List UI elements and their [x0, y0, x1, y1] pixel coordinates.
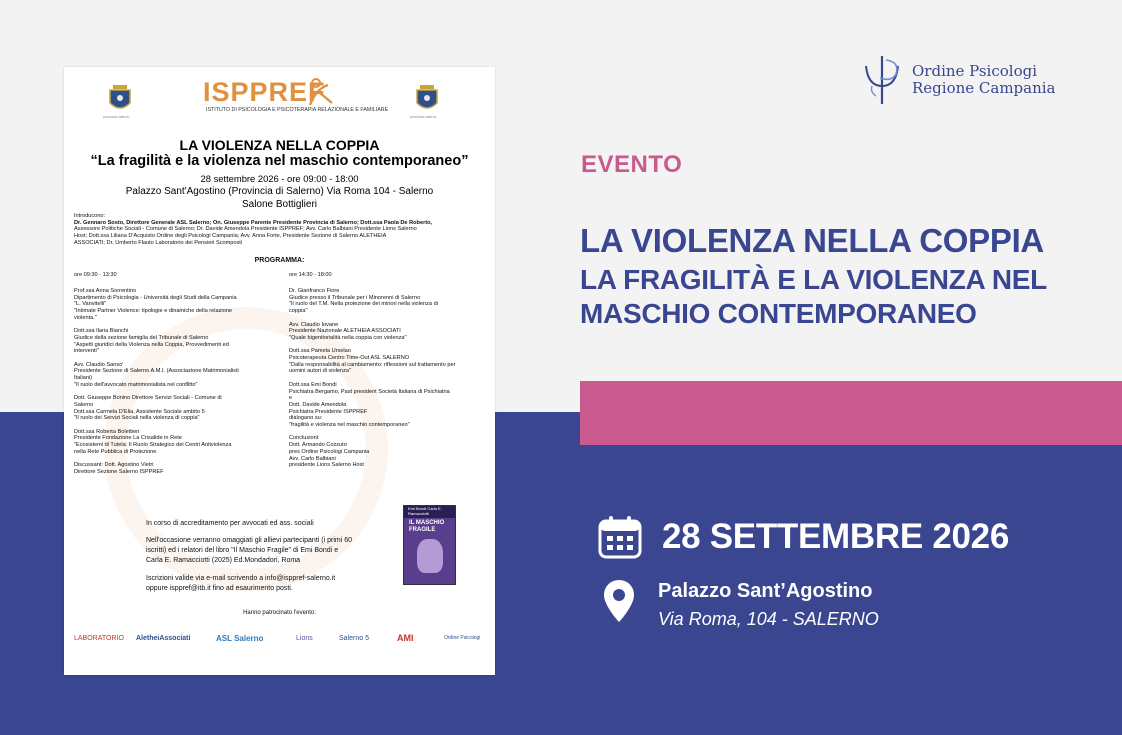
- program-line: pres Ordine Psicologi Campania: [289, 448, 370, 455]
- program-line: "fragilità e violenza nel maschio contemporaneo": [289, 422, 410, 429]
- program-line: Italiani): [74, 375, 93, 382]
- program-line: Dott. Armando Cozzuto: [289, 442, 347, 449]
- program-line: Avv. Claudio Sanso': [74, 361, 124, 368]
- program-line: Salerno: [74, 401, 94, 408]
- program-line: Prof.ssa Anna Sorrentino: [74, 288, 137, 294]
- programma-label: PROGRAMMA:: [254, 257, 305, 264]
- isppref-logo: ISPPREF: [203, 77, 326, 107]
- program-line: [289, 375, 489, 382]
- patron-lions: Lions: [296, 634, 313, 642]
- program-line: [74, 422, 282, 429]
- map-pin-icon: [602, 578, 636, 624]
- book-head-icon: [417, 539, 443, 573]
- program-right-column: [289, 288, 489, 469]
- program-line: Presidente Fondazione La Crisalide in Rete: [74, 435, 182, 442]
- program-line: uomini autori di violenza": [289, 368, 351, 375]
- patron-ordine-psicologi: Ordine Psicologi: [444, 635, 481, 641]
- program-line: Psicoterapeuta Centro Time-Out ASL SALERNO: [289, 355, 410, 361]
- flyer-intro: Introducono: Dr. Gennaro Sosto, Direttore Generale ASL Salerno; On. Giuseppe Parente Presidente Provincia di Salerno; Dott.ssa Paola De Roberto, Assessore Politiche Sociali - Comune di Salerno; Dr. Davide Amendola Presidente ISPPREF; Avv. Carlo Balbiani Presidente Lions Salerno Host; Dott.ssa Liliana D'Acquisto Ordine degli Psicologi Campania; Avv. Anna Forte, Presidente Sezione di Salerno ALETHEIA ASSOCIATI; Dr. Umberto Flauto Laboratorio dei Pensieri Scomposti: [74, 213, 433, 246]
- crest-left-icon: [107, 81, 133, 115]
- flyer-place: Palazzo Sant'Agostino (Provincia di Salerno) Via Roma 104 - Salerno: [125, 186, 434, 197]
- psi-logo-icon: [856, 52, 908, 108]
- program-line: coppia": [289, 308, 308, 315]
- program-line: Psichiatra Presidente ISPPREF: [289, 408, 368, 415]
- isppref-subtitle: ISTITUTO DI PSICOLOGIA E PSICOTERAPIA RELAZIONALE E FAMILIARE: [206, 107, 389, 113]
- event-subtitle: LA FRAGILITÀ E LA VIOLENZA NEL MASCHIO CONTEMPORANEO: [580, 264, 1047, 329]
- program-line: interventi": [74, 348, 99, 355]
- flyer-title: LA VIOLENZA NELLA COPPIA: [179, 137, 380, 153]
- program-line: "Quale bigenitorialità nella coppia con violenza": [289, 334, 407, 341]
- program-line: Giudice della sezione famiglia del Tribunale di Salerno: [74, 334, 209, 341]
- patron-laboratorio: LABORATORIO: [74, 634, 124, 642]
- program-line: "Dalla responsabilità al cambiamento: riflessioni sul trattamento per: [289, 361, 456, 368]
- program-line: dialogano su:: [289, 415, 323, 422]
- program-line: Dott.ssa Roberta Bolettieri: [74, 428, 140, 435]
- program-line: "Il ruolo dell'avvocato matrimonialista nel conflitto": [74, 381, 198, 388]
- program-line: "Il ruolo del T.M. Nella protezione dei minori nella violenza di: [289, 301, 438, 308]
- program-line: Avv. Carlo Balbiani: [289, 455, 336, 462]
- pink-bar: [580, 381, 1122, 445]
- flyer-room: Salone Bottiglieri: [241, 199, 318, 210]
- place-name: Palazzo Sant’Agostino: [658, 580, 873, 602]
- patron-salerno5: Salerno 5: [339, 634, 369, 642]
- program-line: nella Rete Pubblica di Protezione: [74, 448, 157, 455]
- event-flyer: [64, 67, 495, 675]
- book-cover: Emi Bondi Carla E. Ramacciotti IL MASCHIO FRAGILE: [403, 505, 456, 585]
- program-line: [289, 315, 489, 322]
- program-line: "Ecosistemi di Tutela: Il Ruolo Strategico dei Centri Antiviolenza: [74, 442, 232, 449]
- program-line: Discussant: Dott. Agostino Vietri: [74, 462, 154, 469]
- date-text: 28 SETTEMBRE 2026: [662, 517, 1009, 556]
- crest-right-caption: provincia salerno: [410, 115, 437, 119]
- gift-note: Nell'occasione verranno omaggiati gli allievi partecipanti (i primi 60 iscritti) ed i relatori del libro "Il Maschio Fragile" di Emi Bondi e Carla E. Ramacciotti (2025) Ed.Mondadori, Roma: [146, 537, 352, 564]
- program-left-column: [74, 288, 282, 476]
- registration-note: Iscrizioni valide via e-mail scrivendo a info@isppref-salerno.it oppure isppref@itb.it fino ad esaurimento posti.: [146, 575, 336, 592]
- org-name-line1: Ordine Psicologi: [912, 62, 1038, 80]
- program-line: Dott. Davide Amendola: [289, 401, 347, 408]
- event-location: [602, 578, 879, 630]
- program-line: Dott.ssa Ilaria Bianchi: [74, 328, 129, 335]
- program-line: Presidente Sezione di Salerno A.M.I. (Associazione Matrimonialisti: [74, 368, 239, 375]
- patron-ami: AMI: [397, 633, 414, 643]
- patronage-label: Hanno patrocinato l'evento:: [243, 610, 316, 616]
- patron-asl: ASL Salerno: [216, 633, 264, 643]
- event-tag: EVENTO: [581, 151, 683, 178]
- calendar-icon: [598, 515, 642, 559]
- crest-left-caption: provincia salerno: [103, 115, 130, 119]
- program-line: Dr. Gianfranco Fiore: [289, 288, 340, 294]
- org-logo: [856, 52, 1056, 108]
- program-line: Dott.ssa Emi Bondi: [289, 381, 337, 388]
- event-title: LA VIOLENZA NELLA COPPIA: [580, 222, 1044, 259]
- program-line: "Aspetti giuridici della Violenza nella Coppia, Provvedimenti ed: [74, 341, 229, 348]
- program-line: [74, 456, 282, 463]
- program-line: Psichiatra Bergamo, Past president Società Italiana di Psichiatria: [289, 388, 450, 395]
- patron-aletheia: AletheiAssociati: [136, 634, 191, 642]
- accreditation: In corso di accreditamento per avvocati ed ass. sociali: [146, 520, 314, 527]
- isppref-figure-icon: [306, 77, 336, 107]
- program-line: Conclusioni:: [289, 435, 320, 442]
- morning-time: ore 09:30 - 13:30: [74, 272, 117, 278]
- program-line: "Intimate Partner Violence: tipologie e dinamiche della relazione: [74, 308, 232, 315]
- program-line: [74, 322, 282, 329]
- org-name-line2: Regione Campania: [912, 79, 1056, 97]
- program-line: presidente Lions Salerno Host: [289, 462, 364, 469]
- program-line: Dott.ssa Carmela D'Elia, Assistente Sociale ambito 5: [74, 408, 205, 415]
- flyer-date: 28 settembre 2026 - ore 09:00 - 18:00: [200, 173, 359, 184]
- program-line: Presidente Nazionale ALETHEIA ASSOCIATI: [289, 328, 401, 335]
- program-line: Giudice presso il Tribunale per i Minorenni di Salerno: [289, 294, 421, 301]
- place-address: Via Roma, 104 - SALERNO: [658, 609, 879, 629]
- program-line: "L. Vanvitelli": [74, 301, 107, 308]
- program-line: [74, 355, 282, 362]
- flyer-subtitle: “La fragilità e la violenza nel maschio contemporaneo”: [90, 153, 469, 169]
- program-line: "Il ruolo dei Servizi Sociali nella violenza di coppia": [74, 415, 200, 422]
- program-line: violenta.": [74, 314, 97, 321]
- program-line: Dott. Giuseppe Bonino Direttore Servizi Sociali - Comune di: [74, 395, 222, 402]
- program-line: Avv. Claudio Iovane: [289, 321, 339, 328]
- afternoon-time: ore 14:30 - 18:00: [289, 272, 332, 278]
- program-line: e: [289, 395, 293, 402]
- program-line: Direttore Sezione Salerno ISPPREF: [74, 468, 164, 475]
- event-date: [598, 515, 1009, 559]
- program-line: Dott.ssa Pamela Urselao: [289, 348, 351, 355]
- program-line: Dipartimento di Psicologia - Università degli Studi della Campania: [74, 294, 237, 301]
- program-line: [289, 342, 489, 349]
- program-line: [289, 429, 489, 436]
- crest-right-icon: [414, 81, 440, 115]
- program-line: [74, 389, 282, 396]
